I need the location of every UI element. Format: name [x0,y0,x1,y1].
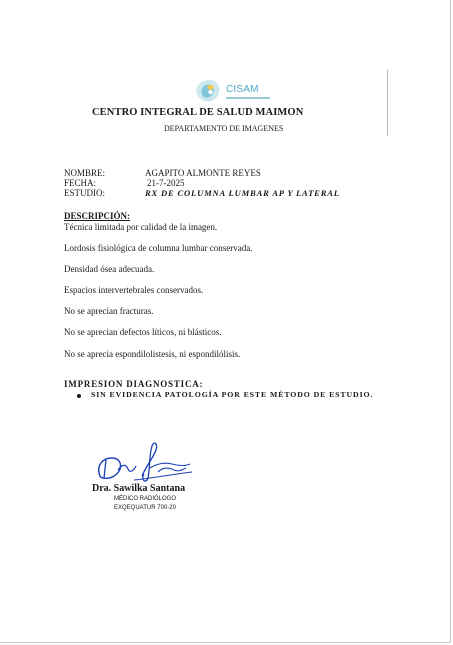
patient-name-value: AGAPITO ALMONTE REYES [145,168,261,178]
finding-item: Técnica limitada por calidad de la imagen. [64,222,218,232]
finding-item: No se aprecian fracturas. [64,306,154,316]
department-name: DEPARTAMENTO DE IMAGENES [164,124,284,133]
study-label: ESTUDIO: [64,188,105,198]
impression-item: SIN EVIDENCIA PATOLOGÍA POR ESTE MÉTODO DE ESTUDIO. [91,390,374,399]
finding-item: Lordosis fisiológica de columna lumbar conservada. [64,243,253,253]
date-value: 21-7-2025 [147,178,185,188]
doctor-name: Dra. Sawilka Santana [92,483,186,494]
impression-title: IMPRESION DIAGNOSTICA: [64,379,204,389]
doctor-role: MÉDICO RADIÓLOGO [114,496,177,502]
date-label: FECHA: [64,178,97,188]
logo-underline [226,97,270,99]
finding-item: Espacios intervertebrales conservados. [64,285,204,295]
header-divider [387,70,388,136]
finding-item: Densidad ósea adecuada. [64,264,155,274]
doctor-exequatur: EXQEQUATUR 700-20 [114,505,176,511]
bullet-icon [77,394,81,398]
finding-item: No se aprecia espondilolistesis, ni espondilólisis. [64,349,241,359]
description-title: DESCRIPCIÓN: [64,211,131,221]
patient-name-label: NOMBRE: [64,168,106,178]
organization-name: CENTRO INTEGRAL DE SALUD MAIMON [92,107,304,118]
finding-item: No se aprecian defectos líticos, ni blásticos. [64,327,222,337]
study-value: RX DE COLUMNA LUMBAR AP Y LATERAL [145,188,340,198]
handwritten-signature [94,436,196,486]
logo-text: CISAM [226,84,259,95]
